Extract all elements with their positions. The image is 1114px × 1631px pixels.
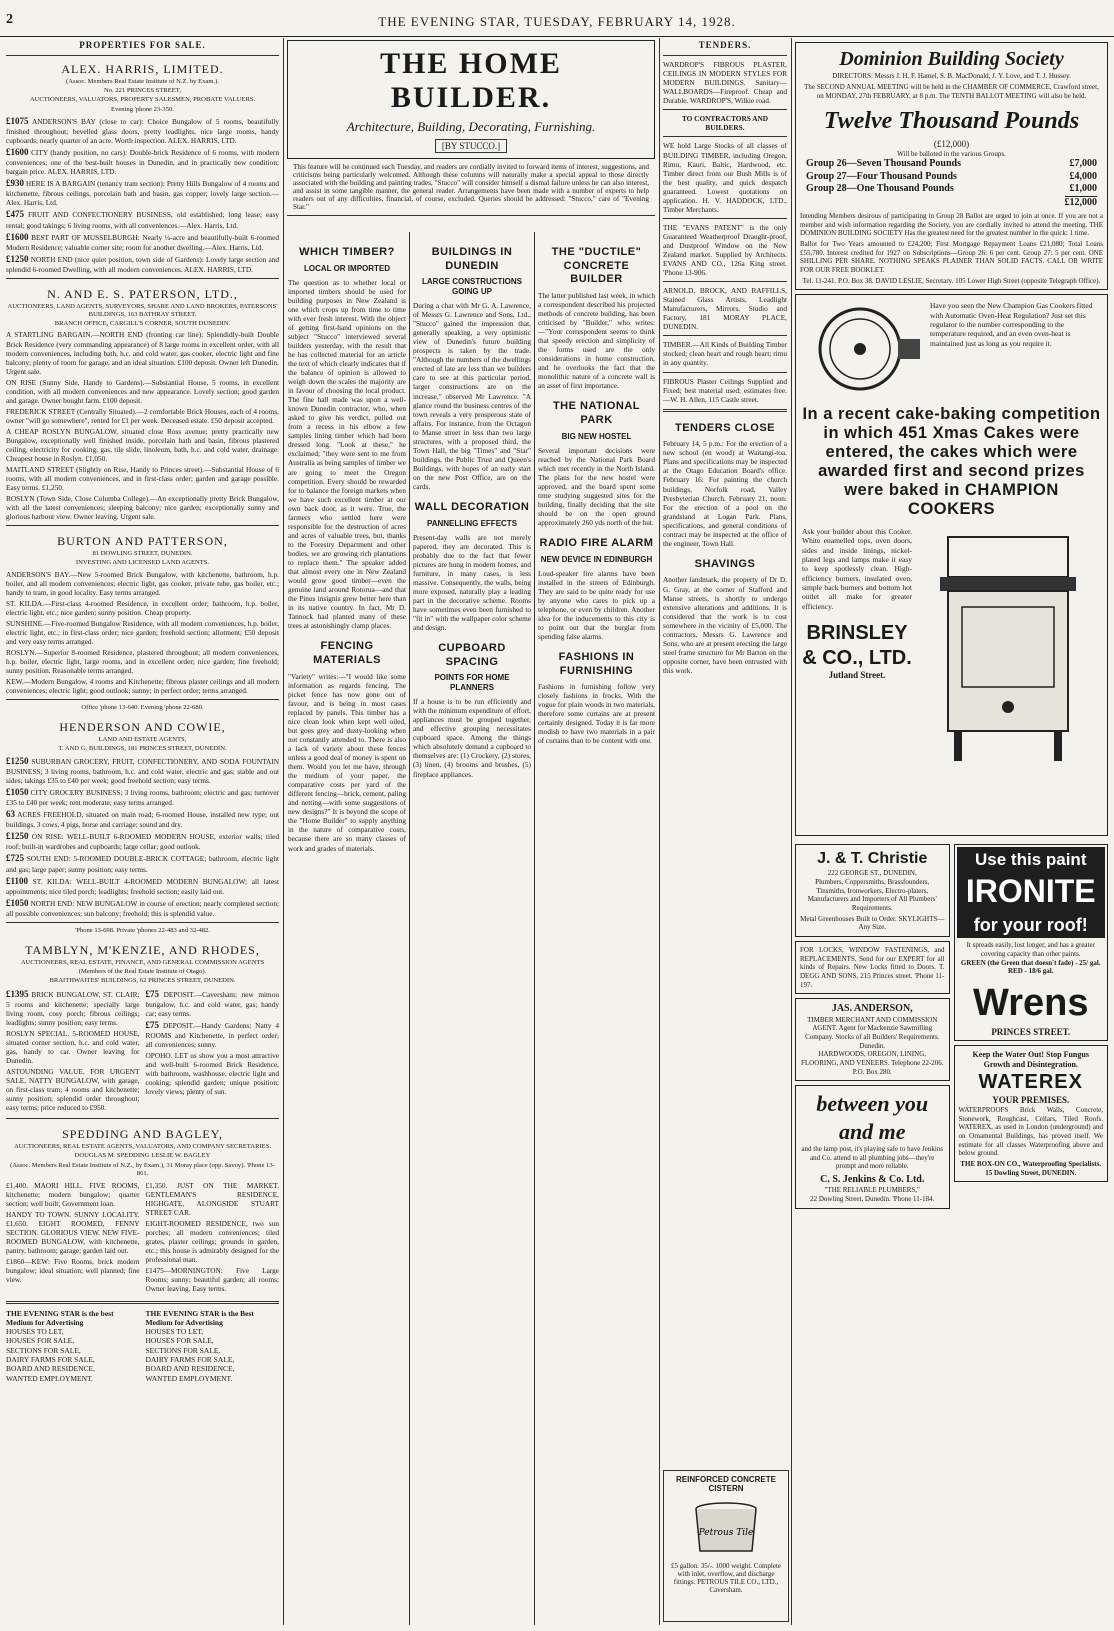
advertising-footers: THE EVENING STAR is the best Medium for Advertising HOUSES TO LET, HOUSES FOR SALE, SECTIONS FOR SALE, DAIRY FARMS FOR SALE, BOARD AND RESIDENCE, WANTED EMPLOYMENT. THE EVENING STAR is the Best Medium for Advertising HOUSES TO LET, HOUSES FOR SALE, SECTIONS FOR SALE, DAIRY FARMS FOR SALE, BOARD AND RESIDENCE, WANTED EMPLOYMENT.	[6, 1308, 254, 1383]
list-item: £1600 BEST PART OF MUSSELBURGH: Nearly ¼-acre and beautifully-built 6-roomed Modern Residence; valuable corner site; room for another dwelling.—Alex. Harris, Ltd.	[6, 231, 279, 252]
anderson-ad: JAS. ANDERSON, TIMBER MERCHANT AND COMMISSION AGENT. Agent for Mackenzie Sawmilling Company. Stocks of all Builders' Requirements. Dunedin. HARDWOODS, OREGON, LINING, FLOORING, AND VENEERS. Telephone 22-206. P.O. Box 280.	[795, 998, 950, 1081]
masthead: THE EVENING STAR, TUESDAY, FEBRUARY 14, 1928.	[378, 14, 736, 29]
list-item: TIMBER.—All Kinds of Building Timber stocked; clean heart and rough heart; rimu in any quantity.	[663, 340, 787, 368]
locks-ad: FOR LOCKS, WINDOW FASTENINGS, and REPLACEMENTS. Send for our EXPERT for all kinds of Repairs. New Locks fitted to Doors. T. DEGG AND SONS, 215 Princes street. 'Phone 11-197.	[795, 941, 950, 994]
list-item: FIBROUS Plaster Ceilings Supplied and Fixed; best material used; estimates free.—W. H. Allen, 115 Castle street.	[663, 376, 787, 404]
list-item: £1,350. JUST ON THE MARKET. GENTLEMAN'S RESIDENCE, HIGHGATE, ALONGSIDE STUART STREET CAR.	[145, 1180, 279, 1218]
intro-note: This feature will be continued each Tuesday, and readers are cordially invited to forward items of interest, suggestions, and criticisms being particularly welcomed. Although these columns will naturally make a special appeal to those directly associated with the building and painting trades, "Stucco" will consider himself a dismal failure unless he can also interest, and assist in some tangible manner, the general reader. Arrangements have been made with a number of experts to help readers out of any difficulties, financial, of course, excluded. Queries should be addressed: "Stucco," care of "Evening Star."	[287, 159, 655, 216]
cooker-description: Ask your builder about this Cooker. White enamelled tops, oven doors, sides and inside linings, nickel-plated legs and lamps make it easy to keep spotlessly clean. High-efficiency burners, insulated oven, simple back burners and bottom hot outlet all make for greater efficiency.	[802, 527, 912, 611]
ad-title: J. & T. Christie	[817, 850, 928, 868]
article-subhead: PANNELLING EFFECTS	[426, 518, 518, 528]
cistern-ad	[663, 1470, 789, 1622]
article-headline: TENDERS CLOSE	[674, 421, 775, 434]
firm-name: N. AND E. S. PATERSON, LTD.,	[47, 287, 238, 302]
list-item: ASTOUNDING VALUE. FOR URGENT SALE, NATTY BUNGALOW, with garage, on first-class tram; 4 rooms and kitchenette; sunny position; splendid order throughout; easy terms; price reduced to £950.	[6, 1067, 140, 1113]
article-subhead: NEW DEVICE IN EDINBURGH	[540, 554, 653, 564]
list-item: SUNSHINE.—Five-roomed Bungalow Residence, with all modern conveniences, h.p. boiler, electric light, etc.; in first-class order; nice garden; freehold section; allotment; £50 deposit and very easy terms arranged.	[6, 618, 279, 646]
list-item: ROSLYN.—Superior 8-roomed Residence, plastered throughout; all modern conveniences, h.p. boiler, electric light, large rooms, and in excellent order; nice garden; fine freehold; sunny position. Reasonable terms arranged.	[6, 648, 279, 676]
cistern-label: Petrous Tile	[698, 1528, 754, 1538]
cooker-teaser: Have you seen the New Champion Gas Cookers fitted with Automatic Oven-Heat Regulation? Just set this regulator to the number corresponding to the temperature required, and an even oven-heat is maintained just as long as you require it.	[930, 301, 1093, 348]
article-headline: FASHIONS IN FURNISHING	[558, 650, 635, 677]
article-body: Present-day walls are not merely papered, they are decorated. This is probably due to the fact that fewer pictures are hung in modern homes, and furniture, in many cases, is less massive. Consequently, the walls, being more exposed, naturally play a leading part in the decorative scheme. Rooms have sometimes even been furnished to "fit in" with the wallpaper color scheme and design.	[413, 532, 531, 633]
burton-ads	[6, 570, 279, 696]
group-total: £12,000	[1064, 196, 1097, 208]
page-header	[0, 0, 1114, 37]
spedding-ads	[6, 1179, 279, 1296]
list-item: FREDERICK STREET (Centrally Situated).—2 comfortable Brick Houses, each of 4 rooms, owner "will go somewhere", rented for £1 per week. Deceased estate. £50 deposit accepted.	[6, 406, 279, 425]
tamblyn-ads	[6, 987, 279, 1115]
article-body: The latter published last week, in which a correspondent described his projected methods of concrete building, has been criticised by "Builder," who writes:—"Your correspondent seems to think that speedy erection and simplicity of the forms used are the only considerations in home construction, and he overlooks the fact that the monolithic nature of a concrete wall is an asset of first importance.	[538, 290, 655, 391]
list-item: £1250 SUBURBAN GROCERY, FRUIT, CONFECTIONERY, AND SODA FOUNTAIN BUSINESS; 3 living rooms, bathroom, h.c. and cold water, electric and gas; stable and out sides; takings £35 to £40 per week; good freehold section; easy terms.	[6, 755, 279, 785]
article-headline: THE NATIONAL PARK	[552, 400, 641, 427]
list-item: ROSLYN (Town Side, Close Columba College).—An exceptionally pretty Brick Bungalow, with all the latest conveniences; sleeping balcony; nice garden; exceptionally sunny and glorious harbour view. Owner leaving. Urgent sale.	[6, 494, 279, 522]
article-body: Several important decisions were reached by the National Park Board which met recently in the North Island. The plans for the new hostel were approved, and the board spent some time studying suggested sites for the building, finally deciding that the site should be on the open ground approximately 260 yds north of the hut.	[538, 445, 655, 527]
list-item: £1050 CITY GROCERY BUSINESS; 3 living rooms, bathroom; electric and gas; turnover £35 to £40 per week; rent moderate; easy terms arranged.	[6, 786, 279, 808]
article-body: February 14, 5 p.m.: For the erection of a new school (en wood) at Waitangi-toa. Plans and specifications may be inspected at the Otago Education Board's office. February 16: For painting the church buildings, Norfolk road, Valley Presbyterian Church. February 21, noon: For the erection of a pool on the grandstand at Logan Park. Plans, specifications, and general conditions of contract may be inspected at the office of the engineer, Town Hall.	[663, 439, 787, 548]
list-item: £1395 BRICK BUNGALOW, ST. CLAIR; 5 rooms and kitchenette; specially large living room, cosy porch; fibrous ceilings; leadlights; sunny position; easy terms.	[6, 988, 140, 1027]
list-item: KEW.—Modern Bungalow, 4 rooms and Kitchenette; fibrous plaster ceilings and all modern conveniences; electric light; good outlook; sunny; in perfect order; terms arranged.	[6, 677, 279, 696]
article-headline: BUILDINGS IN DUNEDIN	[431, 246, 513, 272]
list-item: A CHEAP ROSLYN BUNGALOW, situated close Ross avenue; pretty practically new Bungalow, exceptionally well finished inside, porcelain bath and basin, fibrous plastered ceiling, electricity for cooking, gas, tile slide, linoleum, bath, h.c. and cold water, drainage. Cheapest house in Roslyn. £1,050.	[6, 426, 279, 464]
waterex-ad: Keep the Water Out! Stop Fungus Growth and Disintegration. WATEREX YOUR PREMISES. WATERPROOFS Brick Walls, Concrete, Stonework, Roughcast, Cellars, Tiled Roofs. WATEREX, as used in London (underground) and on Ornamental Buildings, has proved itself. We estimate for all classes Waterproofing above and below ground. THE BOX-ON CO., Waterproofing Specialists. 15 Dowling Street, DUNEDIN.	[954, 1045, 1109, 1182]
gauge-illustration	[802, 301, 922, 397]
article-body: During a chat with Mr G. A. Lawrence, of Messrs G. Lawrence and Sons, Ltd., "Stucco" gained the impression that, generally speaking, a very optimistic view of Dunedin's future building prospects is taken by the trade. "Although the numbers of the dwellings erected of late are less than we builders care to see at this particular period, larger constructions are on the increase," observed Mr Lawrence. "A glance round the business centres of the town reveals a very prosperous state of affairs. For instance, from the Octagon to Manse street in less than two large structures, with a proposed third, the Town Hall, the big "Times" and "Star" buildings, the Public Trust and Queen's Buildings, with hopes of an early start on the new Post Office, are on the cards.	[413, 301, 531, 491]
list-item: A STARTLING BARGAIN.—NORTH END (fronting car line): Splendidly-built Double Brick Residence (very commanding appearance) of 8 large rooms in excellent order, with all modern conveniences, including bath, h.c. and cold water, gas cooker, electric light and fine balcony; plenty of room for garage, and an ideal situation. £100 deposit. Owner left Dunedin. Urgent sale.	[6, 330, 279, 376]
page-title: THE HOME BUILDER.	[380, 47, 562, 114]
right-ads-column	[795, 38, 1108, 1625]
cistern-caption: £5 gallon. 35/-. 1000 weight. Complete with inlet, overflow, and discharge fittings. PETROUS TILE CO., LTD., Caversham.	[670, 1562, 782, 1594]
firm-name: ALEX. HARRIS, LIMITED.	[61, 62, 224, 77]
article-body: Loud-speaker fire alarms have been installed in the streets of Edinburgh. They are said to be quite ready for use by anyone who cares to pick up a telephone, or even by children. Another idea for the inducements to this city is to point out that the burglar from spending false alarms.	[538, 568, 655, 641]
christie-ad: J. & T. Christie 222 GEORGE ST., DUNEDIN, Plumbers, Coppersmiths, Brassfounders, Tinsmiths, Ironworkers, Electro-platers, Manufacturers and Importers of All Plumbers' Requirements. Metal Greenhouses Built to Order. SKYLIGHTS—Any Size.	[795, 844, 950, 937]
home-builder-header	[287, 40, 655, 216]
list-item: £1250 ON RISE: WELL-BUILT 6-ROOMED MODERN HOUSE, exterior walls; tiled roof; built-in wardrobes and cupboards; large cellar; good outlook.	[6, 831, 279, 852]
firm-name: SPEDDING AND BAGLEY,	[62, 1127, 223, 1142]
list-item: EIGHT-ROOMED RESIDENCE, two sun porches; all modern conveniences; tiled grates, plaster ceilings; grounds in garden, etc.; this house is admirably designed for the professional man.	[145, 1219, 279, 1265]
group-row: Group 28—One Thousand Pounds £1,000	[806, 183, 1097, 195]
ad-headline: REINFORCED CONCRETE CISTERN	[675, 1475, 776, 1493]
ad-headline: Twelve Thousand Pounds	[823, 107, 1080, 134]
classifieds-column: PROPERTIES FOR SALE. ALEX. HARRIS, LIMITED. (Assoc. Members Real Estate Institute of N.Z. by Exam.). No. 221 PRINCES STREET, AUCTIONEERS, VALUATORS, PROPERTY SALESMEN, PROBATE VALUERS. Evening 'phone 23-350. £1075 ANDERSON'S BAY (close to car): Choice Bungalow of 5 rooms, beautifully finished throughout; bevelled glass doors, pretty leadlights, nice large rooms, handy cupboards; nearly quarter of an acre. Worth inspection. ALEX. HARRIS, LTD. £1600 CITY (handy position, no cars): Double-brick Residence of 6 rooms, with modern conveniences; one of the best-built houses in Dunedin, and in practically new condition; bargain price. ALEX. HARRIS, LTD. £930 HERE IS A BARGAIN (tenancy tram section): Pretty Hills Bungalow of 4 rooms and kitchenette, fibrous ceilings, porcelain bath and basin, gas copper; lovely large section.—Alex. Harris, Ltd. £475 FRUIT AND CONFECTIONERY BUSINESS, old established; long lease; easy rental; good takings; 6 living rooms, with all conveniences.—Alex. Harris, Ltd. £1600 BEST PART OF MUSSELBURGH: Nearly ¼-acre and beautifully-built 6-roomed Modern Residence; valuable corner site; room for another dwelling.—Alex. Harris, Ltd. £1250 NORTH END (nice quiet position, town side of Gardens): Lovely large section and splendid 6-roomed Dwelling, with all modern conveniences. ALEX. HARRIS, LTD. N. AND E. S. PATERSON, LTD., AUCTIONEERS, LAND AGENTS, SURVEYORS, SHARE AND LAND BROKERS, PATERSONS' BUILDINGS, 163 BATHRAY STREET. BRANCH OFFICE, CARGILL'S CORNER, SOUTH DUNEDIN. A STARTLING BARGAIN.—NORTH END (fronting car line): Splendidly-built Double Brick Residence (very commanding appearance) of 8 large rooms in excellent order, with all modern conveniences, including bath, h.c. and cold water, gas cooker, electric light and fine balcony; plenty of room for garage, and an ideal situation. £100 deposit. Owner left Dunedin. Urgent sale. ON RISE (Sunny Side, Handy to Gardens).—Substantial House, 5 rooms, in excellent condition, with all modern conveniences and new appearance. Lovely section; good garden and garage. Owner bought farm. £100 deposit. FREDERICK STREET (Centrally Situated).—2 comfortable Brick Houses, each of 4 rooms, owner "will go somewhere", rented for £1 per week. Deceased estate. £50 deposit accepted. A CHEAP ROSLYN BUNGALOW, situated close Ross avenue; pretty practically new Bungalow, exceptionally well finished inside, porcelain bath and basin, fibrous plastered ceiling, electricity for cooking, gas, tile slide, linoleum, bath, h.c. and cold water, drainage. Cheapest house in Roslyn. £1,050. MAITLAND STREET (Slightly on Rise, Handy to Princes street).—Substantial House of 6 rooms, with all modern conveniences, and in first-class order; garden and garage possible. Easy terms. £1,250. ROSLYN (Town Side, Close Columba College).—An exceptionally pretty Brick Bungalow, with all the latest conveniences; sleeping balcony; nice garden; exceptionally sunny and glorious harbour view. Owner leaving. Urgent sale. BURTON AND PATTERSON, 81 DOWLING STREET, DUNEDIN. INVESTING AND LICENSED LAND AGENTS. ANDERSON'S BAY.—New 5-roomed Brick Bungalow, with kitchenette, bathroom, h.p. boiler, and all modern conveniences; electric light, gas cooker, private tube, gas boiler, etc.; handy to tram, in good locality. Easy terms arranged. ST. KILDA.—First-class 4-roomed Residence, in excellent order; bathroom, h.p. boiler, electric light, etc.; nice garden; sunny position. Cheap property. SUNSHINE.—Five-roomed Bungalow Residence, with all modern conveniences, h.p. boiler, electric light, etc.; in first-class order; nice garden; freehold section; allotment; £50 deposit and very easy terms arranged. ROSLYN.—Superior 8-roomed Residence, plastered throughout; all modern conveniences, h.p. boiler, electric light, large rooms, and in excellent order; nice garden; fine freehold; sunny position. Reasonable terms arranged. KEW.—Modern Bungalow, 4 rooms and Kitchenette; fibrous plaster ceilings and all modern conveniences; electric light; good outlook; sunny; in perfect order; terms arranged. Office 'phone 13-640. Evening 'phone 22-680. HENDERSON AND COWIE, LAND AND ESTATE AGENTS, T. AND G. BUILDINGS, 181 PRINCES STREET, DUNEDIN. £1250 SUBURBAN GROCERY, FRUIT, CONFECTIONERY, AND SODA FOUNTAIN BUSINESS; 3 living rooms, bathroom, h.c. and cold water, electric and gas; stable and out sides; takings £35 to £40 per week; good freehold section; easy terms. £1050 CITY GROCERY BUSINESS; 3 living rooms, bathroom; electric and gas; turnover £35 to £40 per week; rent moderate; easy terms arranged. 63 ACRES FREEHOLD, situated on main road; 6-roomed House, installed new type; out buildings, 3 cows, 4 pigs, horse and carriage; sound and dry. £1250 ON RISE: WELL-BUILT 6-ROOMED MODERN HOUSE, exterior walls; tiled roof; built-in wardrobes and cupboards; large cellar; good outlook. £725 SOUTH END: 5-ROOMED DOUBLE-BRICK COTTAGE; bathroom, electric light and gas; large paper; sunny position; easy terms. £1100 ST. KILDA: WELL-BUILT 4-ROOMED MODERN BUNGALOW; all latest appointments; nice tiled porch; leadlights; freehold section; easily laid out. £1050 NORTH END: NEW BUNGALOW in course of erection; nearly completed section; all possible conveniences; sun balcony; freehold; this is splendid value. 'Phone 13-698. Private 'phones 22-483 and 32-482. TAMBLYN, M'KENZIE, AND RHODES, AUCTIONEERS, REAL ESTATE, FINANCE, AND GENERAL COMMISSION AGENTS (Members of the Real Estate Institute of Otago). BRAITHWAITES' BUILDINGS, 62 PRINCES STREET, DUNEDIN. £1395 BRICK BUNGALOW, ST. CLAIR; 5 rooms and kitchenette; specially large living room, cosy porch; fibrous ceilings; leadlights; sunny position; easy terms. ROSLYN SPECIAL. 5-ROOMED HOUSE, situated corner section, h.c. and cold water, gas, handy to car. Owner leaving for Dunedin. ASTOUNDING VALUE. FOR URGENT SALE, NATTY BUNGALOW, with garage, on first-class tram; 4 rooms and kitchenette; sunny position; splendid order throughout; easy terms; price reduced to £950. £75 DEPOSIT.—Caversham; new mimou bungalow, h.c. and cold water, gas; handy car; easy terms. £75 DEPOSIT.—Handy Gardens; Natty 4 ROOMS and Kitchenette, in perfect order; all conveniences; sunny. OPOHO. LET us show you a most attractive and well-built 6-roomed Brick Residence, with bathroom, washhouse, electric light and cooking; splendid garden; unique position; lovely views; plenty of sun. SPEDDING AND BAGLEY, AUCTIONEERS, REAL ESTATE AGENTS, VALUATORS, AND COMPANY SECRETARIES. DOUGLAS M. SPEDDING LESLIE W. BAGLEY (Assoc. Members Real Estate Institute of N.Z., by Exam.), 31 Moray place (opp. Savoy). 'Phone 13-861. £1,400. MAORI HILL. FIVE ROOMS, kitchenette; modern bungalow; quarter section; well built; Government loan. HANDY TO TOWN. SUNNY LOCALITY. £1,650. EIGHT ROOMED, FENNY SECTION. GLORIOUS VIEW. NEW FIVE-ROOMED BUNGALOW, with kitchenette, pantry, bathroom; garage; garden laid out. £1860—KEW: Five Rooms, brick modern bungalow; ideal situation; well planned; fine view. £1,350. JUST ON THE MARKET. GENTLEMAN'S RESIDENCE, HIGHGATE, ALONGSIDE STUART STREET CAR. EIGHT-ROOMED RESIDENCE, two sun porches; all modern conveniences; tiled grates, plaster ceilings; grounds in garden, etc.; this house is admirably designed for the professional man. £1475—MORNINGTON: Five Large Rooms; sunny; beautiful garden; all rooms; Owner leaving. Easy terms. THE EVENING STAR is the best Medium for Advertising HOUSES TO LET, HOUSES FOR SALE, SECTIONS FOR SALE, DAIRY FARMS FOR SALE, BOARD AND RESIDENCE, WANTED EMPLOYMENT. THE EVENING STAR is the Best Medium for Advertising HOUSES TO LET, HOUSES FOR SALE, SECTIONS FOR SALE, DAIRY FARMS FOR SALE, BOARD AND RESIDENCE, WANTED EMPLOYMENT.	[6, 40, 279, 1383]
list-item: THE "EVANS PATENT" is the only Guaranteed Weatherproof Draught-proof, and Dustproof Window on the New Zealand market. Supplied by Architects. EVANS AND CO., 126a King street. 'Phone 13-906.	[663, 222, 787, 278]
list-item: WARDROP'S FIBROUS PLASTER, CEILINGS IN MODERN STYLES FOR MODERN BUILDINGS. Sanitary—WALLBOARDS—Fireproof. Cheap and Durable. WARDROP'S, Wilkie road.	[663, 60, 787, 106]
article-column-2	[413, 236, 531, 1625]
group-row: Group 26—Seven Thousand Pounds £7,000	[806, 158, 1097, 170]
gas-cooker-illustration	[918, 527, 1098, 767]
trade-ads	[663, 60, 787, 404]
wrens-logo: Wrens	[973, 982, 1089, 1025]
home-builder-banner	[287, 40, 655, 159]
list-item: ARNOLD, BROCK, AND RAFFILLS, Stained Glass Artists, Leadlight Manufacturers, Mirrors. Studio and Factory, 181 MORAY PLACE, DUNEDIN.	[663, 286, 787, 332]
list-item: £75 DEPOSIT.—Handy Gardens; Natty 4 ROOMS and Kitchenette, in perfect order; all conveniences; sunny.	[145, 1019, 279, 1050]
paterson-ads	[6, 330, 279, 521]
list-item: HANDY TO TOWN. SUNNY LOCALITY. £1,650. EIGHT ROOMED, FENNY SECTION. GLORIOUS VIEW. NEW FIVE-ROOMED BUNGALOW, with kitchenette, pantry, bathroom; garage; garden laid out.	[6, 1210, 140, 1256]
list-item: MAITLAND STREET (Slightly on Rise, Handy to Princes street).—Substantial House of 6 rooms, with all modern conveniences, and in first-class order; garden and garage possible. Easy terms. £1,250.	[6, 465, 279, 493]
list-item: £475 FRUIT AND CONFECTIONERY BUSINESS, old established; long lease; easy rental; good takings; 6 living rooms, with all conveniences.—Alex. Harris, Ltd.	[6, 209, 279, 230]
article-headline: CUPBOARD SPACING	[438, 642, 506, 668]
firm-name: BURTON AND PATTERSON,	[57, 534, 228, 549]
article-headline: WHICH TIMBER?	[299, 246, 395, 258]
group-row: Group 27—Four Thousand Pounds £4,000	[806, 170, 1097, 182]
ironite-ad: Use this paint IRONITE for your roof! It spreads easily, lost longer, and has a greater covering capacity than other paints. GREEN (the Green that doesn't fade) - 25/ gal. RED - 18/6 gal. Wrens PRINCES STREET.	[954, 844, 1109, 1041]
article-headline: THE "DUCTILE" CONCRETE BUILDER	[551, 246, 642, 286]
article-body: "Variety" writes:—"I would like some information as regards fencing. The picket fence has now gone out of favour, and is being in most cases replaced by panels. This timber has a nice clean look when kept well oiled, but goes grey and dusty-looking when not constantly attended to. There is also a lack of variety about these fences unless a good deal of money is spent on them. Would you let me have, through the medium of your paper, the comparative costs per yard of the different fencing—brick, cement, paling and netting—with some suggestions of new designs?" It is beyond the scope of the "Home Builder" to supply anything in the nature of comparative costs, because there are so many classes of work and grades of materials.	[288, 671, 406, 853]
article-subhead: LOCAL OR IMPORTED	[303, 263, 391, 273]
list-item: £1050 NORTH END: NEW BUNGALOW in course of erection; nearly completed section; all possible conveniences; sun balcony; freehold; this is splendid value.	[6, 897, 279, 919]
list-item: £1100 ST. KILDA: WELL-BUILT 4-ROOMED MODERN BUNGALOW; all latest appointments; nice tiled porch; leadlights; freehold section; easily laid out.	[6, 875, 279, 896]
article-headline: SHAVINGS	[694, 557, 756, 570]
list-item: £1,400. MAORI HILL. FIVE ROOMS, kitchenette; modern bungalow; quarter section; well built; Government loan.	[6, 1180, 140, 1209]
article-subhead: LARGE CONSTRUCTIONS GOING UP	[422, 277, 522, 297]
champion-cooker-ad: Have you seen the New Champion Gas Cookers fitted with Automatic Oven-Heat Regulation? Just set this regulator to the number corresponding to the temperature required, and an even oven-heat is maintained just as long as you require it. In a recent cake-baking competition in which 451 Xmas Cakes were entered, the cakes which were awarded first and second prizes were baked in CHAMPION COOKERS Ask your builder about this Cooker. White enamelled tops, oven doors, sides and inside linings, nickel-plated legs and lamps make it easy to keep spotlessly clean. High-efficiency burners, insulated oven, simple back burners and bottom hot outlet all make for greater efficiency. BRINSLEY & CO., LTD. Jutland Street.	[795, 294, 1108, 836]
ad-title: Dominion Building Society	[839, 48, 1064, 70]
henderson-ads	[6, 756, 279, 918]
list-item: ON RISE (Sunny Side, Handy to Gardens).—Substantial House, 5 rooms, in excellent condition, with all modern conveniences and new appearance. Lovely section; good garden and garage. Owner bought farm. £100 deposit.	[6, 377, 279, 405]
cistern-illustration	[664, 1497, 788, 1557]
list-item: OPOHO. LET us show you a most attractive and well-built 6-roomed Brick Residence, with bathroom, washhouse, electric light and cooking; splendid garden; unique position; lovely views; plenty of sun.	[145, 1051, 279, 1097]
byline: [BY STUCCO.]	[435, 139, 507, 153]
article-headline: FENCING MATERIALS	[313, 640, 381, 666]
article-column-1	[288, 236, 406, 1625]
ironite-brand: IRONITE	[957, 872, 1106, 912]
list-item: ROSLYN SPECIAL. 5-ROOMED HOUSE, situated corner section, h.c. and cold water, gas, handy to car. Owner leaving for Dunedin.	[6, 1028, 140, 1066]
section-title: TENDERS.	[698, 40, 752, 50]
list-item: WE hold Large Stocks of all classes of BUILDING TIMBER, including Oregon, Rimu, Kauri, Baltic, Hardwood, etc. Timber direct from our Bush Mills is of the best quality, and quick despatch guaranteed. Lowest quotations on application. H. V. HADDOCK, LTD., Timber Merchants.	[663, 141, 787, 214]
article-subhead: POINTS FOR HOME PLANNERS	[434, 673, 510, 693]
list-item: 63 ACRES FREEHOLD, situated on main road; 6-roomed House, installed new type; out buildings, 3 cows, 4 pigs, horse and carriage; sound and dry.	[6, 809, 279, 830]
dominion-society-ad: Dominion Building Society DIRECTORS: Messrs J. H. F. Hamel, S. B. MacDonald, J. Y. Love, and T. J. Hussey. The SECOND ANNUAL MEETING will be held in the CHAMBER OF COMMERCE, Crawford street, on MONDAY, 27th FEBRUARY, at 8 p.m. The TENTH BALLOT MEETING will also be held. Twelve Thousand Pounds (£12,000) Will be balloted in the various Groups. Group 26—Seven Thousand Pounds £7,000 Group 27—Four Thousand Pounds £4,000 Group 28—One Thousand Pounds £1,000 £12,000 Intending Members desirous of participating in Group 28 Ballot are urged to join at once. If you are not a member and wish information regarding the Society, you are cordially invited to attend the meeting. THE DOMINION BUILDING SOCIETY Has the greatest need for the greatest number in the quick: 1 time. Ballot for Two Years amounted to £24,200; First Mortgage Repayment Loans £21,080; Total Loans £55,780. Interest credited for 1927 on Subscriptions—Group 26: 6 per cent. Group 27: 5 per cent. ONE SHILLING PER SHARE. NOTHING SPEAKS PLAINER THAN SOLID FACTS. CALL OR WRITE FOR OUR FREE BOOKLET. Tel. 11-241. P.O. Box 38. DAVID LESLIE, Secretary. 105 Lower High Street (opposite Telegraph Office).	[795, 42, 1108, 290]
cake-competition-headline: In a recent cake-baking competition in which 451 Xmas Cakes were entered, the cakes which were awarded first and second prizes were baked in CHAMPION COOKERS	[802, 405, 1101, 519]
article-headline: RADIO FIRE ALARM	[539, 536, 654, 549]
brinsley-name: BRINSLEY & CO., LTD.	[802, 621, 912, 669]
list-item: £930 HERE IS A BARGAIN (tenancy tram section): Pretty Hills Bungalow of 4 rooms and kitchenette, fibrous ceilings, porcelain bath and basin, gas copper; lovely large section.—Alex. Harris, Ltd.	[6, 178, 279, 208]
article-body: If a house is to be run efficiently and with the minimum expenditure of effort, appliances must be grouped together, and effective grouping necessitates cupboard space. Among the things which absolutely demand a cupboard to themselves are: (1) Crockery, (2) stores, (3) linen, (4) brooms and brushes, (5) fireplace appliances.	[413, 697, 531, 779]
article-body: Fashions in furnishing follow very closely fashions in frocks. With the vogue for plain woods in two materials, therefore some curtains are at present certainly designed. Today it is far more modish to have two materials in a pair of curtains than to be content with one.	[538, 682, 655, 746]
page-number: 2	[6, 12, 13, 27]
article-headline: WALL DECORATION	[414, 501, 530, 514]
list-item: £1075 ANDERSON'S BAY (close to car): Choice Bungalow of 5 rooms, beautifully finished throughout; bevelled glass doors, pretty leadlights, nice large rooms, handy cupboards; nearly quarter of an acre. Worth inspection. ALEX. HARRIS, LTD.	[6, 115, 279, 145]
list-item: £1475—MORNINGTON: Five Large Rooms; sunny; beautiful garden; all rooms; Owner leaving. Easy terms.	[145, 1266, 279, 1294]
list-item: £75 DEPOSIT.—Caversham; new mimou bungalow, h.c. and cold water, gas; handy car; easy terms.	[145, 988, 279, 1018]
article-subhead: BIG NEW HOSTEL	[561, 431, 632, 441]
harris-ads	[6, 116, 279, 274]
list-item: £725 SOUTH END: 5-ROOMED DOUBLE-BRICK COTTAGE; bathroom, electric light and gas; large paper; sunny position; easy terms.	[6, 853, 279, 874]
list-item: ANDERSON'S BAY.—New 5-roomed Brick Bungalow, with kitchenette, bathroom, h.p. boiler, and all modern conveniences; electric light, gas cooker, private tube, gas boiler, etc.; handy to tram, in good locality. Easy terms arranged.	[6, 569, 279, 597]
list-item: ST. KILDA.—First-class 4-roomed Residence, in excellent order; bathroom, h.p. boiler, electric light, etc.; nice garden; sunny position. Cheap property.	[6, 598, 279, 617]
jenkins-ad: between you and me and the lamp post, it's playing safe to have Jenkins and Co. attend to all plumbing jobs—they're prompt and more reliable. C. S. Jenkins & Co. Ltd. "THE RELIABLE PLUMBERS," 22 Dowling Street, Dunedin. 'Phone 11-184.	[795, 1085, 950, 1208]
firm-name: TAMBLYN, M'KENZIE, AND RHODES,	[25, 943, 260, 958]
page-subtitle: Architecture, Building, Decorating, Furnishing.	[346, 119, 596, 134]
trade-column	[663, 38, 787, 1625]
list-item: £1250 NORTH END (nice quiet position, town side of Gardens): Lovely large section and splendid 6-roomed Dwelling, with all modern conveniences. ALEX. HARRIS, LTD.	[6, 253, 279, 275]
article-body: The question as to whether local or imported timbers should be used for building purposes in New Zealand is one which crops up from time to time with ever fresh interest. With the object of getting first-hand opinions on the subject "Stucco" interviewed several builders yesterday, with the result that he has collected material for an article the text of which clearly indicates that if the balance of opinion is allowed to weigh down the scales the majority are in favour of choosing the local product. The fine hall made was upon a well-known Dunedin contractor, who, when asked to give his verdict, pulled out from a recess in his elbow a few samples lining timber which had been dressed long. "Look at these," he exclaimed; "they were sent to me from Australia as being samples of timber we are going to meet the Oregon competition. Every should be rewarded for to balance the foreign markets when we have such excellent timber at our own back door, as it were. True, the farmers who settled here were responsible for the destruction of acres and acres of valuable trees, but, thanks to the Forestry Department and other bodies, we are growing rich plantations to replace them." The speaker added that almost every one in New Zealand would grow good timber—even the genuine land around Rotorua—and that the Pinus insignis grew better here than in its native country. In fact, Mr D. Tannock had planted many of these trees at astonishingly clamp places.	[288, 277, 406, 631]
firm-name: HENDERSON AND COWIE,	[59, 720, 226, 735]
section-title: PROPERTIES FOR SALE.	[79, 40, 206, 50]
list-item: £1600 CITY (handy position, no cars): Double-brick Residence of 6 rooms, with modern conveniences; one of the best-built houses in Dunedin, and in practically new condition; bargain price. ALEX. HARRIS, LTD.	[6, 146, 279, 177]
article-column-3	[538, 236, 655, 1625]
list-item: TO CONTRACTORS AND BUILDERS.	[681, 114, 769, 133]
list-item: £1860—KEW: Five Rooms, brick modern bungalow; ideal situation; well planned; fine view.	[6, 1257, 140, 1285]
article-body: Another landmark, the property of Dr D. G. Gray, at the corner of Stafford and Manse streets, is shortly to undergo extensive alterations and additions. It is considered that the work is to cost somewhere in the vicinity of £5,000. The contractors, Messrs G. Lawrence and Sons, who are at present erecting the large steel frame structure for Mr Barton on the opposite corner, have been entrusted with this work.	[663, 575, 787, 675]
